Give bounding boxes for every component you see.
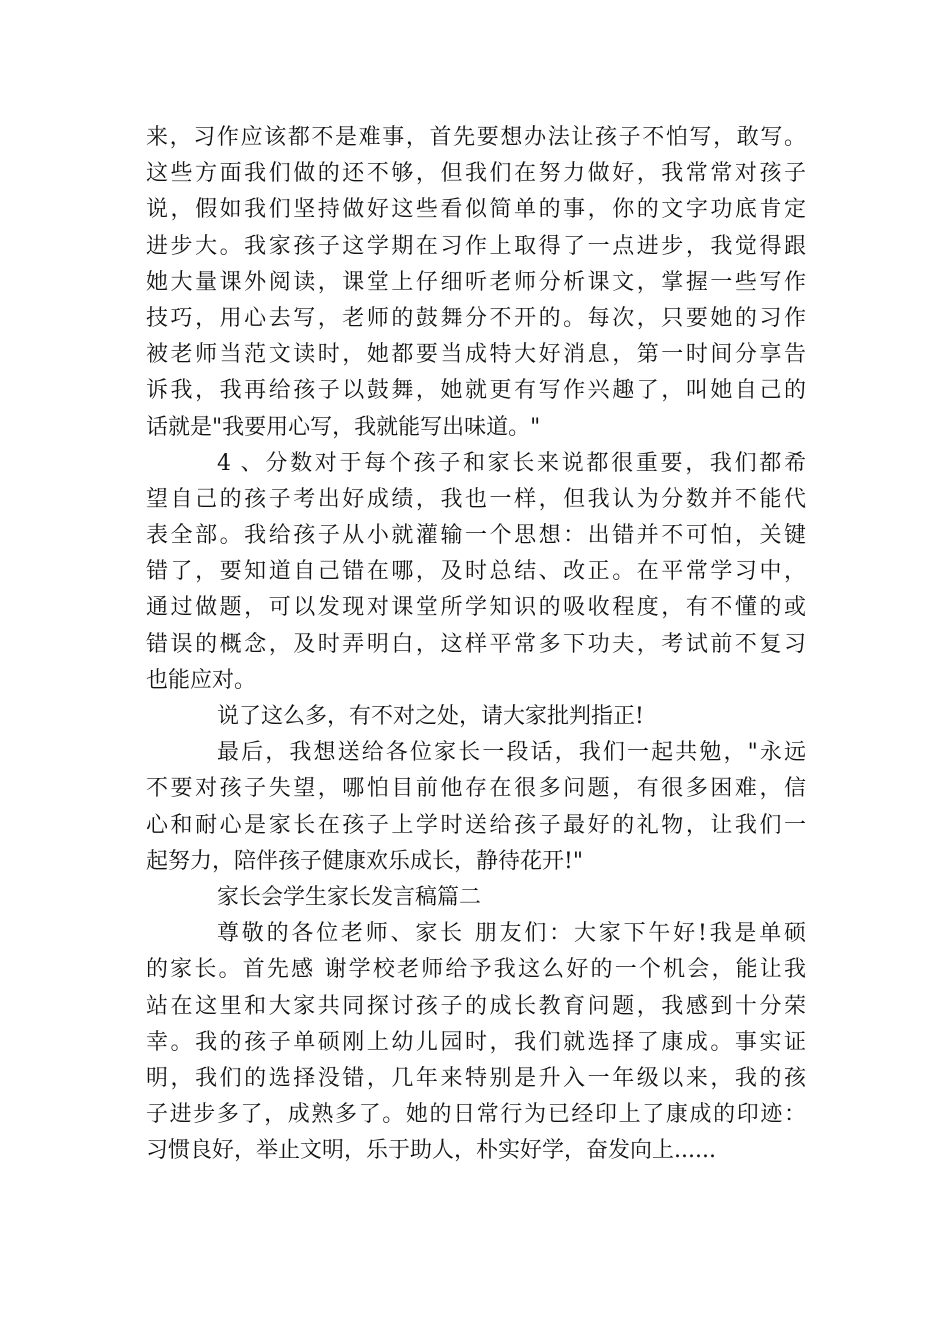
text-line: 诉我，我再给孩子以鼓舞，她就更有写作兴趣了，叫她自己的 bbox=[146, 378, 806, 404]
text-line: 也能应对。 bbox=[146, 667, 257, 693]
text-line: 望自己的孩子考出好成绩，我也一样，但我认为分数并不能代 bbox=[146, 486, 806, 512]
text-line: 被老师当范文读时，她都要当成特大好消息，第一时间分享告 bbox=[146, 342, 806, 368]
text-line: 这些方面我们做的还不够，但我们在努力做好，我常常对孩子 bbox=[146, 161, 806, 187]
document-body bbox=[146, 120, 806, 1169]
text-line: 技巧，用心去写，老师的鼓舞分不开的。每次，只要她的习作 bbox=[146, 305, 806, 331]
text-line: 起努力，陪伴孩子健康欢乐成长，静待花开!" bbox=[146, 848, 583, 874]
text-line: 话就是"我要用心写，我就能写出味道。" bbox=[146, 414, 541, 440]
text-line: 家长会学生家长发言稿篇二 bbox=[217, 884, 482, 910]
text-line: 心和耐心是家长在孩子上学时送给孩子最好的礼物，让我们一 bbox=[146, 812, 806, 838]
text-line: 错了，要知道自己错在哪，及时总结、改正。在平常学习中， bbox=[146, 559, 806, 585]
text-line: 进步大。我家孩子这学期在习作上取得了一点进步，我觉得跟 bbox=[146, 233, 806, 259]
text-line: 说了这么多，有不对之处，请大家批判指正! bbox=[217, 704, 644, 729]
text-line: 她大量课外阅读，课堂上仔细听老师分析课文，掌握一些写作 bbox=[146, 269, 806, 295]
text-line: 通过做题，可以发现对课堂所学知识的吸收程度，有不懂的或 bbox=[146, 595, 806, 621]
paragraph bbox=[146, 735, 806, 880]
text-line: 错误的概念，及时弄明白，这样平常多下功夫，考试前不复习 bbox=[146, 631, 806, 657]
text-line: 子进步多了，成熟多了。她的日常行为已经印上了康成的印迹： bbox=[146, 1102, 806, 1128]
text-line: 幸。我的孩子单硕刚上幼儿园时，我们就选择了康成。事实证 bbox=[146, 1029, 806, 1055]
text-line: 表全部。我给孩子从小就灌输一个思想：出错并不可怕，关键 bbox=[146, 523, 806, 549]
text-line: 站在这里和大家共同探讨孩子的成长教育问题，我感到十分荣 bbox=[146, 993, 806, 1019]
text-line: 4 、分数对于每个孩子和家长来说都很重要，我们都希 bbox=[217, 450, 806, 476]
paragraph bbox=[146, 120, 806, 446]
paragraph bbox=[146, 880, 806, 916]
text-line: 明，我们的选择没错，几年来特别是升入一年级以来，我的孩 bbox=[146, 1065, 806, 1091]
text-line: 来，习作应该都不是难事，首先要想办法让孩子不怕写，敢写。 bbox=[146, 125, 806, 150]
text-line: 最后，我想送给各位家长一段话，我们一起共勉，"永远 bbox=[217, 740, 806, 766]
paragraph bbox=[146, 916, 806, 1169]
paragraph bbox=[146, 699, 806, 735]
paragraph bbox=[146, 446, 806, 699]
text-line: 尊敬的各位老师、家长 朋友们：大家下午好!我是单硕 bbox=[217, 921, 806, 947]
text-line: 说，假如我们坚持做好这些看似简单的事，你的文字功底肯定 bbox=[146, 197, 806, 223]
text-line: 不要对孩子失望，哪怕目前他存在很多问题，有很多困难，信 bbox=[146, 776, 806, 802]
text-line: 习惯良好，举止文明，乐于助人，朴实好学，奋发向上...... bbox=[146, 1138, 716, 1164]
text-line: 的家长。首先感 谢学校老师给予我这么好的一个机会，能让我 bbox=[146, 957, 806, 983]
